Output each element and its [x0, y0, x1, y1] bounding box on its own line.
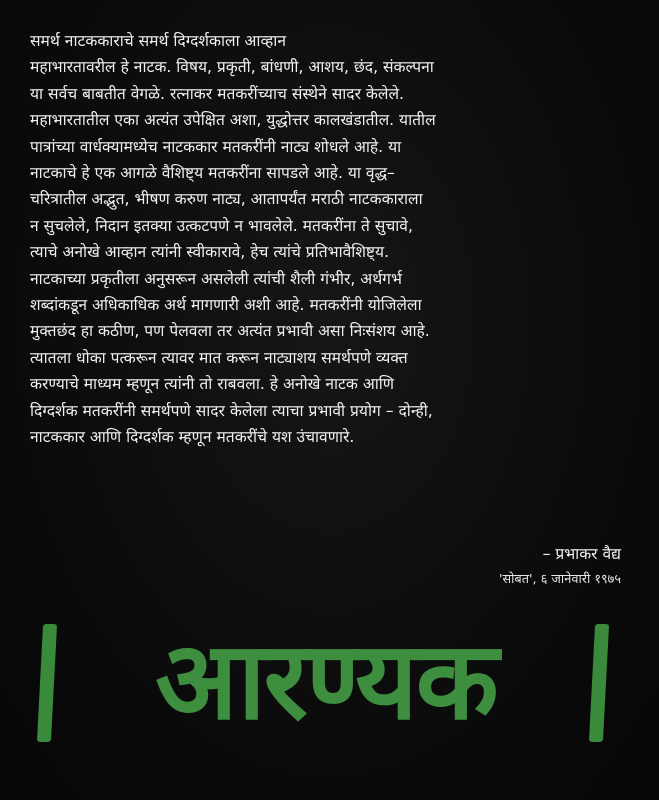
- review-line: दिग्दर्शक मतकरींनी समर्थपणे सादर केलेला त्याचा प्रभावी प्रयोग – दोन्ही,: [30, 401, 433, 420]
- review-line: नाटकाचे हे एक आगळे वैशिष्ट्य मतकरींना सापडले आहे. या वृद्ध–: [30, 164, 395, 183]
- review-line: त्यातला धोका पत्करून त्यावर मात करून नाट्याशय समर्थपणे व्यक्त: [30, 348, 408, 367]
- review-line: या सर्वच बाबतीत वेगळे. रत्नाकर मतकरींच्याच संस्थेने सादर केलेले.: [30, 84, 404, 103]
- review-line: न सुचलेले, निदान इतक्या उत्कटपणे न भावलेले. मतकरींना ते सुचावे,: [30, 216, 413, 235]
- review-author: – प्रभाकर वैद्य: [542, 545, 621, 563]
- review-line: महाभारतातील एका अत्यंत उपेक्षित अशा, युद्धोत्तर कालखंडातील. यातील: [30, 111, 436, 130]
- book-title-logo: [0, 612, 659, 762]
- review-heading: समर्थ नाटककाराचे समर्थ दिग्दर्शकाला आव्हान: [30, 32, 286, 50]
- review-line: नाटककार आणि दिग्दर्शक म्हणून मतकरींचे यश उंचावणारे.: [30, 428, 355, 447]
- review-source: 'सोबत', ६ जानेवारी १९७५: [498, 572, 621, 587]
- title-left-bar: [37, 624, 57, 742]
- review-line: मुक्तछंद हा कठीण, पण पेलवला तर अत्यंत प्रभावी असा निःसंशय आहे.: [30, 322, 430, 341]
- review-line: चरित्रातील अद्भुत, भीषण करुण नाट्य, आतापर्यंत मराठी नाटककाराला: [30, 190, 423, 209]
- title-right-bar: [589, 624, 609, 742]
- review-text: [30, 28, 634, 451]
- review-line: करण्याचे माध्यम म्हणून त्यांनी तो राबवला. हे अनोखे नाटक आणि: [30, 375, 395, 394]
- review-line: त्याचे अनोखे आव्हान त्यांनी स्वीकारावे, हेच त्यांचे प्रतिभावैशिष्ट्य.: [30, 243, 390, 262]
- book-title: आरण्यक: [155, 618, 497, 744]
- review-line: नाटकाच्या प्रकृतीला अनुसरून असलेली त्यांची शैली गंभीर, अर्थगर्भ: [30, 269, 402, 288]
- review-line: शब्दांकडून अधिकाधिक अर्थ मागणारी अशी आहे. मतकरींनी योजिलेला: [30, 296, 422, 315]
- review-line: महाभारतावरील हे नाटक. विषय, प्रकृती, बांधणी, आशय, छंद, संकल्पना: [30, 58, 434, 77]
- review-line: पात्रांच्या वार्धक्यामध्येच नाटककार मतकरींनी नाट्य शोधले आहे. या: [30, 137, 402, 156]
